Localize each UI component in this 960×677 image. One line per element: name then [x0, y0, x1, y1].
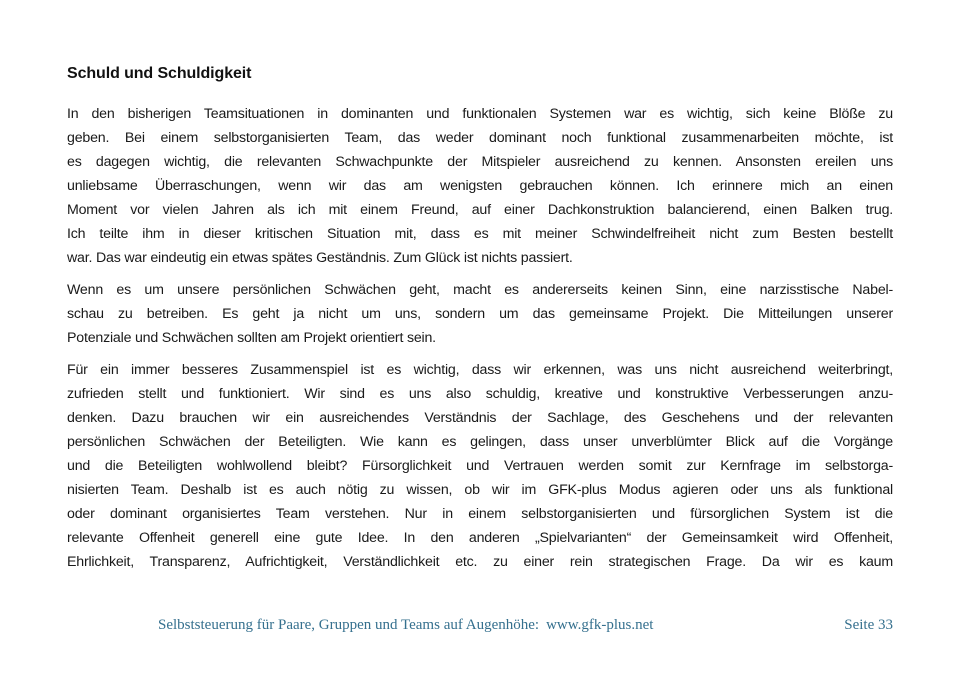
text-line: nisierten Team. Deshalb ist es auch nötig zu wissen, ob wir im GFK-plus Modus agieren oder uns als funktional — [67, 482, 893, 498]
text-line: geben. Bei einem selbstorganisierten Team, das weder dominant noch funktional zusammenarbeiten möchte, ist — [67, 130, 893, 146]
text-line: Wenn es um unsere persönlichen Schwächen geht, macht es andererseits keinen Sinn, eine narzisstische Nabel- — [67, 282, 893, 298]
text-line: unliebsame Überraschungen, wenn wir das am wenigsten gebrauchen können. Ich erinnere mich an einen — [67, 178, 893, 194]
text-line: denken. Dazu brauchen wir ein ausreichendes Verständnis der Sachlage, des Geschehens und der relevanten — [67, 410, 893, 426]
text-line: zufrieden stellt und funktioniert. Wir sind es uns also schuldig, kreative und konstruktive Verbesserungen anzu- — [67, 386, 893, 402]
text-line: Moment vor vielen Jahren als ich mit einem Freund, auf einer Dachkonstruktion balancierend, einen Balken trug. — [67, 202, 893, 218]
text-line: und die Beteiligten wohlwollend bleibt? Fürsorglichkeit und Vertrauen werden somit zur Kernfrage im selbstorga- — [67, 458, 893, 474]
text-line: Potenziale und Schwächen sollten am Projekt orientiert sein. — [67, 330, 436, 346]
section-heading: Schuld und Schuldigkeit — [67, 65, 252, 82]
paragraph-2 — [67, 278, 893, 350]
text-line: In den bisherigen Teamsituationen in dominanten und funktionalen Systemen war es wichtig, sich keine Blöße zu — [67, 106, 893, 122]
paragraph-3 — [67, 358, 893, 574]
paragraph-1 — [67, 102, 893, 270]
text-line: Für ein immer besseres Zusammenspiel ist es wichtig, dass wir erkennen, was uns nicht ausreichend weiterbringt, — [67, 362, 893, 378]
text-line: schau zu betreiben. Es geht ja nicht um uns, sondern um das gemeinsame Projekt. Die Mitteilungen unserer — [67, 306, 893, 322]
text-line: relevante Offenheit generell eine gute Idee. In den anderen „Spielvarianten“ der Gemeinsamkeit wird Offenheit, — [67, 530, 893, 546]
text-line: es dagegen wichtig, die relevanten Schwachpunkte der Mitspieler ausreichend zu kennen. Ansonsten ereilen uns — [67, 154, 893, 170]
footer-text — [158, 613, 653, 637]
text-line: war. Das war eindeutig ein etwas spätes Geständnis. Zum Glück ist nichts passiert. — [67, 250, 573, 266]
footer-url: www.gfk-plus.net — [546, 617, 654, 633]
text-line: Ich teilte ihm in dieser kritischen Situation mit, dass es mit meiner Schwindelfreiheit nicht zum Besten bestellt — [67, 226, 893, 242]
footer-book-title: Selbststeuerung für Paare, Gruppen und Teams auf Augenhöhe: — [158, 617, 540, 633]
text-line: oder dominant organisiertes Team verstehen. Nur in einem selbstorganisierten und fürsorglichen System ist die — [67, 506, 893, 522]
text-line: Ehrlichkeit, Transparenz, Aufrichtigkeit, Verständlichkeit etc. zu einer rein strategischen Frage. Da wir es kaum — [67, 554, 893, 570]
page-number: Seite 33 — [844, 617, 893, 633]
page-footer — [0, 613, 960, 639]
text-line: persönlichen Schwächen der Beteiligten. Wie kann es gelingen, dass unser unverblümter Blick auf die Vorgänge — [67, 434, 893, 450]
